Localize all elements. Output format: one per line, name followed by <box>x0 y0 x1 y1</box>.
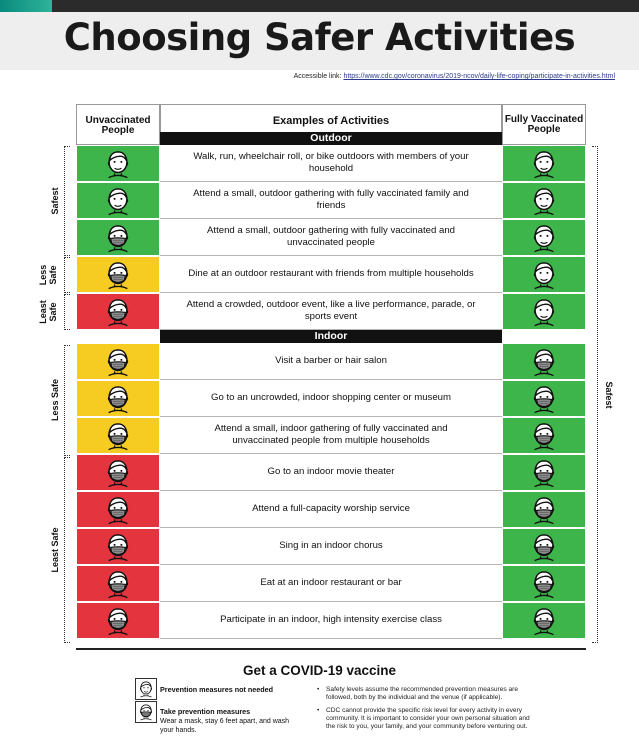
activity-row <box>76 293 586 330</box>
fully-vaccinated-risk-cell <box>502 182 586 219</box>
face-icon <box>527 184 561 218</box>
activity-description: Attend a full-capacity worship service <box>160 491 502 528</box>
activity-row <box>76 256 586 293</box>
masked-face-icon <box>101 221 135 255</box>
activity-row <box>76 219 586 256</box>
fully-vaccinated-risk-cell <box>502 293 586 330</box>
fully-vaccinated-risk-cell <box>502 528 586 565</box>
face-icon <box>527 221 561 255</box>
activity-row <box>76 602 586 639</box>
label-least-safe-outdoor: Least Safe <box>38 300 58 324</box>
label-least-safe-indoor: Least Safe <box>50 527 60 573</box>
bracket-least-safe-outdoor <box>64 294 70 330</box>
accessible-link-label: Accessible link: <box>293 73 342 80</box>
activity-row <box>76 343 586 380</box>
masked-face-icon <box>101 419 135 453</box>
vaccine-heading: Get a COVID-19 vaccine <box>242 663 397 678</box>
fully-vaccinated-risk-cell <box>502 145 586 182</box>
masked-face-icon <box>101 345 135 379</box>
activity-description: Eat at an indoor restaurant or bar <box>160 565 502 602</box>
section-header-indoor: Indoor <box>160 330 502 343</box>
masked-face-icon <box>527 456 561 490</box>
face-icon <box>527 147 561 181</box>
face-icon <box>527 258 561 292</box>
activity-row <box>76 454 586 491</box>
unvaccinated-risk-cell-yellow <box>76 256 160 293</box>
activity-description: Visit a barber or hair salon <box>160 343 502 380</box>
unvaccinated-risk-cell-yellow <box>76 380 160 417</box>
masked-face-icon <box>136 702 156 722</box>
footnote-item: • Safety levels assume the recommended prevention measures are followed, both by the individual and the venue (if applicable). <box>316 686 538 702</box>
face-icon <box>101 147 135 181</box>
fully-vaccinated-risk-cell <box>502 602 586 639</box>
unvaccinated-risk-cell-red <box>76 293 160 330</box>
unvaccinated-risk-cell-green <box>76 145 160 182</box>
legend-mask-icon <box>135 701 157 723</box>
masked-face-icon <box>101 295 135 329</box>
table-bottom-rule <box>76 648 586 650</box>
masked-face-icon <box>527 493 561 527</box>
legend-prevention-description: Wear a mask, stay 6 feet apart, and wash your hands. <box>160 718 290 734</box>
top-bar <box>0 0 639 12</box>
face-icon <box>101 184 135 218</box>
masked-face-icon <box>527 530 561 564</box>
unvaccinated-risk-cell-red <box>76 454 160 491</box>
unvaccinated-risk-cell-yellow <box>76 343 160 380</box>
masked-face-icon <box>527 604 561 638</box>
masked-face-icon <box>527 419 561 453</box>
activity-row <box>76 565 586 602</box>
face-icon <box>136 679 156 699</box>
masked-face-icon <box>527 382 561 416</box>
activity-description: Attend a small, outdoor gathering with fully vaccinated and unvaccinated people <box>160 219 502 256</box>
fully-vaccinated-risk-cell <box>502 565 586 602</box>
activity-row <box>76 145 586 182</box>
label-safest-right: Safest <box>604 381 614 409</box>
activity-row <box>76 417 586 454</box>
bracket-safest <box>64 146 70 256</box>
bracket-less-safe-outdoor <box>64 257 70 293</box>
masked-face-icon <box>527 567 561 601</box>
bracket-safest-right <box>592 146 598 643</box>
unvaccinated-risk-cell-green <box>76 219 160 256</box>
page-title: Choosing Safer Activities <box>63 16 576 59</box>
activity-description: Go to an indoor movie theater <box>160 454 502 491</box>
unvaccinated-risk-cell-red <box>76 565 160 602</box>
label-safest: Safest <box>50 187 60 215</box>
fully-vaccinated-risk-cell <box>502 343 586 380</box>
header-fully-vaccinated: Fully Vaccinated People <box>502 104 586 145</box>
header-activities: Examples of Activities <box>160 104 502 145</box>
header-unvaccinated: Unvaccinated People <box>76 104 160 145</box>
unvaccinated-risk-cell-red <box>76 528 160 565</box>
activity-row <box>76 380 586 417</box>
activity-row <box>76 528 586 565</box>
activity-description: Attend a small, indoor gathering of fully vaccinated and unvaccinated people from multiple households <box>160 417 502 454</box>
footnotes <box>316 686 538 736</box>
masked-face-icon <box>101 258 135 292</box>
section-header-outdoor: Outdoor <box>160 132 502 145</box>
unvaccinated-risk-cell-yellow <box>76 417 160 454</box>
unvaccinated-risk-cell-green <box>76 182 160 219</box>
activity-description: Go to an uncrowded, indoor shopping center or museum <box>160 380 502 417</box>
label-less-safe-outdoor: Less Safe <box>38 264 58 286</box>
fully-vaccinated-risk-cell <box>502 491 586 528</box>
activity-description: Walk, run, wheelchair roll, or bike outdoors with members of your household <box>160 145 502 182</box>
activity-row <box>76 182 586 219</box>
face-icon <box>527 295 561 329</box>
fully-vaccinated-risk-cell <box>502 219 586 256</box>
activity-description: Participate in an indoor, high intensity exercise class <box>160 602 502 639</box>
legend-no-prevention-title: Prevention measures not needed <box>160 685 274 694</box>
label-less-safe-indoor: Less Safe <box>50 378 60 422</box>
fully-vaccinated-risk-cell <box>502 256 586 293</box>
activity-description: Attend a small, outdoor gathering with fully vaccinated family and friends <box>160 182 502 219</box>
bracket-least-safe-indoor <box>64 457 70 643</box>
top-bar-accent <box>0 0 52 12</box>
activity-description: Sing in an indoor chorus <box>160 528 502 565</box>
fully-vaccinated-risk-cell <box>502 380 586 417</box>
unvaccinated-risk-cell-red <box>76 602 160 639</box>
activities-table <box>76 104 586 650</box>
fully-vaccinated-risk-cell <box>502 417 586 454</box>
masked-face-icon <box>101 493 135 527</box>
accessible-link-line <box>294 73 615 80</box>
masked-face-icon <box>101 456 135 490</box>
masked-face-icon <box>101 604 135 638</box>
footnote-item: • CDC cannot provide the specific risk level for every activity in every community. It is important to consider your own personal situation and the risk to you, your family, and your community before venturing out. <box>316 707 538 731</box>
legend-no-mask-icon <box>135 678 157 700</box>
activity-row <box>76 491 586 528</box>
activity-description: Dine at an outdoor restaurant with friends from multiple households <box>160 256 502 293</box>
masked-face-icon <box>101 382 135 416</box>
unvaccinated-risk-cell-red <box>76 491 160 528</box>
masked-face-icon <box>527 345 561 379</box>
bracket-less-safe-indoor <box>64 345 70 456</box>
legend-prevention-title: Take prevention measures <box>160 707 251 716</box>
accessible-link[interactable]: https://www.cdc.gov/coronavirus/2019-ncov/daily-life-coping/participate-in-activities.html <box>343 73 615 80</box>
activity-description: Attend a crowded, outdoor event, like a live performance, parade, or sports event <box>160 293 502 330</box>
masked-face-icon <box>101 567 135 601</box>
fully-vaccinated-risk-cell <box>502 454 586 491</box>
masked-face-icon <box>101 530 135 564</box>
